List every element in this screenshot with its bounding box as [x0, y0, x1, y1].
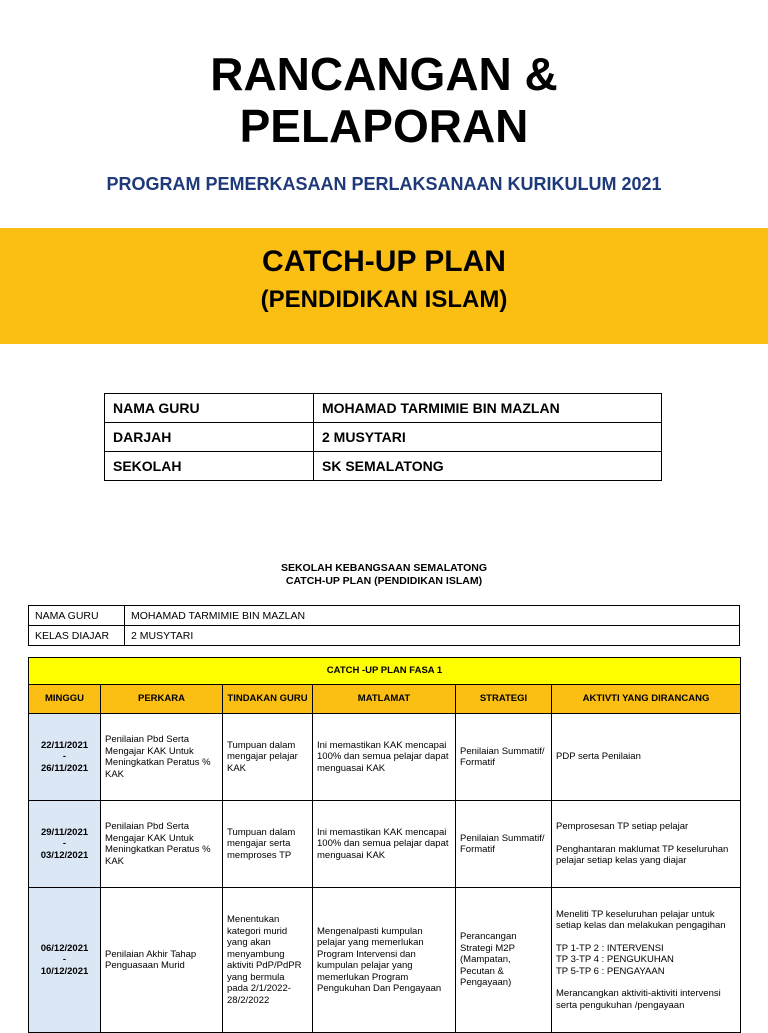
teacher-info-row — [29, 606, 740, 626]
header-aktiviti: AKTIVTI YANG DIRANCANG — [552, 685, 741, 714]
week-cell — [29, 714, 101, 801]
info-label: SEKOLAH — [105, 452, 314, 481]
week-separator: - — [62, 838, 67, 850]
plan-name: CATCH-UP PLAN (PENDIDIKAN ISLAM) — [285, 575, 483, 587]
week-start: 06/12/2021 — [40, 942, 89, 954]
fasa-title: CATCH -UP PLAN FASA 1 — [29, 658, 741, 685]
header-minggu: MINGGU — [29, 685, 101, 714]
matlamat-cell: Mengenalpasti kumpulan pelajar yang memerlukan Program Intervensi dan kumpulan pelajar yang memerlukan Program Pengukuhan Dan Pengayaan — [313, 888, 456, 1033]
header-row — [29, 685, 741, 714]
banner-subtitle: (PENDIDIKAN ISLAM) — [260, 286, 508, 313]
table-row — [29, 714, 741, 801]
teacher-info-label: NAMA GURU — [29, 606, 125, 626]
aktiviti-item: Pemprosesan TP setiap pelajar — [556, 821, 689, 833]
school-name: SEKOLAH KEBANGSAAN SEMALATONG — [280, 562, 488, 574]
main-title — [0, 48, 768, 152]
info-row — [105, 423, 662, 452]
teacher-info-table — [28, 605, 740, 646]
strategi-cell: Penilaian Summatif/ Formatif — [456, 714, 552, 801]
header-tindakan-guru: TINDAKAN GURU — [223, 685, 313, 714]
info-label: DARJAH — [105, 423, 314, 452]
tindakan-cell: Tumpuan dalam mengajar serta memproses TP — [223, 801, 313, 888]
info-table — [104, 393, 662, 481]
info-value: MOHAMAD TARMIMIE BIN MAZLAN — [314, 394, 662, 423]
teacher-info-value: 2 MUSYTARI — [125, 626, 740, 646]
week-end: 03/12/2021 — [40, 849, 89, 861]
week-end: 10/12/2021 — [40, 965, 89, 977]
table-row — [29, 888, 741, 1033]
info-row — [105, 394, 662, 423]
teacher-info-row — [29, 626, 740, 646]
teacher-info-label: KELAS DIAJAR — [29, 626, 125, 646]
info-value: SK SEMALATONG — [314, 452, 662, 481]
strategi-cell: Penilaian Summatif/ Formatif — [456, 801, 552, 888]
catch-up-banner — [0, 228, 768, 344]
teacher-info-value: MOHAMAD TARMIMIE BIN MAZLAN — [125, 606, 740, 626]
main-title-line2: PELAPORAN — [239, 100, 529, 152]
week-cell — [29, 801, 101, 888]
aktiviti-item: Penghantaran maklumat TP keseluruhan pelajar setiap kelas yang diajar — [556, 843, 729, 867]
header-perkara: PERKARA — [101, 685, 223, 714]
week-end: 26/11/2021 — [40, 762, 89, 774]
matlamat-cell: Ini memastikan KAK mencapai 100% dan semua pelajar dapat menguasai KAK — [313, 801, 456, 888]
info-row — [105, 452, 662, 481]
perkara-cell: Penilaian Pbd Serta Mengajar KAK Untuk Meningkatkan Peratus % KAK — [101, 801, 223, 888]
info-label: NAMA GURU — [105, 394, 314, 423]
week-separator: - — [62, 954, 67, 966]
catch-up-plan-table — [28, 657, 741, 1033]
school-heading — [0, 562, 768, 588]
week-cell — [29, 888, 101, 1033]
perkara-cell: Penilaian Pbd Serta Mengajar KAK Untuk Meningkatkan Peratus % KAK — [101, 714, 223, 801]
table-row — [29, 801, 741, 888]
perkara-cell: Penilaian Akhir Tahap Penguasaan Murid — [101, 888, 223, 1033]
aktiviti-cell — [552, 714, 741, 801]
tindakan-cell: Tumpuan dalam mengajar pelajar KAK — [223, 714, 313, 801]
header-strategi: STRATEGI — [456, 685, 552, 714]
program-subtitle: PROGRAM PEMERKASAAN PERLAKSANAAN KURIKULUM 2021 — [106, 174, 662, 194]
main-title-line1: RANCANGAN & — [210, 48, 558, 100]
header-matlamat: MATLAMAT — [313, 685, 456, 714]
aktiviti-item: TP 1-TP 2 : INTERVENSI TP 3-TP 4 : PENGUKUHAN TP 5-TP 6 : PENGAYAAN — [556, 942, 674, 977]
info-value: 2 MUSYTARI — [314, 423, 662, 452]
aktiviti-cell — [552, 801, 741, 888]
week-start: 29/11/2021 — [40, 826, 89, 838]
aktiviti-item: PDP serta Penilaian — [556, 751, 641, 763]
aktiviti-cell — [552, 888, 741, 1033]
aktiviti-item: Merancangkan aktiviti-aktiviti intervensi serta pengukuhan /pengayaan — [556, 988, 721, 1011]
matlamat-cell: Ini memastikan KAK mencapai 100% dan semua pelajar dapat menguasai KAK — [313, 714, 456, 801]
week-start: 22/11/2021 — [40, 739, 89, 751]
week-separator: - — [62, 751, 67, 763]
tindakan-cell: Menentukan kategori murid yang akan menyambung aktiviti PdP/PdPR yang bermula pada 2/1/2022-28/2/2022 — [223, 888, 313, 1033]
banner-title: CATCH-UP PLAN — [262, 245, 506, 278]
strategi-cell: Perancangan Strategi M2P (Mampatan, Pecutan & Pengayaan) — [456, 888, 552, 1033]
aktiviti-item: Meneliti TP keseluruhan pelajar untuk setiap kelas dan melakukan pengagihan — [556, 908, 726, 932]
